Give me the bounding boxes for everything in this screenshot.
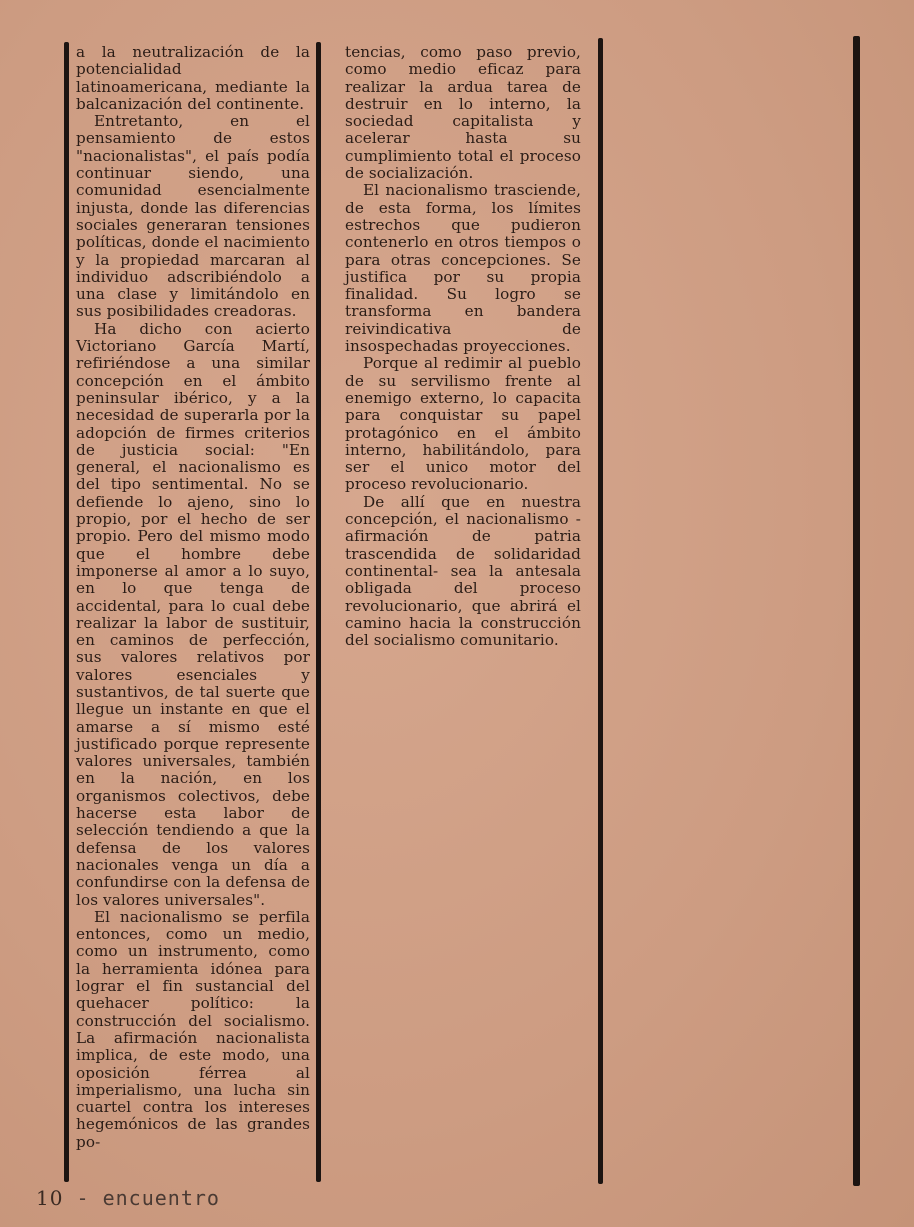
right-text-column: [345, 44, 581, 649]
paragraph: Porque al redimir al pueblo de su servilismo frente al enemigo externo, lo capacita para conquistar su papel protagónico en el ámbito interno, habilitándolo, para ser el unico motor del proceso revolucionario.: [345, 354, 581, 494]
paragraph: El nacionalismo se perfila entonces, como un medio, como un instrumento, como la herramienta idónea para lograr el fin sustancial del quehacer político: la construcción del socialismo. La afirmación nacionalista implica, de este modo, una oposición férrea al imperialismo, una lucha sin cuartel contra los intereses hegemónicos de las grandes po-: [76, 907, 310, 1151]
footer-separator: -: [63, 1186, 103, 1210]
paragraph: a la neutralización de la potencialidad latinoamericana, mediante la balcanización del continente.: [76, 43, 310, 113]
page-number: 10: [36, 1186, 64, 1210]
page-footer: [36, 1186, 220, 1210]
paragraph: El nacionalismo trasciende, de esta forma, los límites estrechos que pudieron contenerlo en otros tiempos o para otras concepciones. Se justifica por su propia finalidad. Su logro se transforma en bandera reivindicativa de insospechadas proyecciones.: [345, 181, 581, 356]
column-end-rule: [598, 38, 603, 1184]
paragraph: De allí que en nuestra concepción, el nacionalismo -afirmación de patria trascendida de solidaridad continental- sea la antesala obligada del proceso revolucionario, que abrirá el camino hacia la construcción del socialismo comunitario.: [345, 492, 581, 650]
paragraph: tencias, como paso previo, como medio eficaz para realizar la ardua tarea de destruir en lo interno, la sociedad capitalista y acelerar hasta su cumplimiento total el proceso de socialización.: [345, 43, 581, 183]
paragraph: Ha dicho con acierto Victoriano García Martí, refiriéndose a una similar concepción en el ámbito peninsular ibérico, y a la necesidad de superarla por la adopción de firmes criterios de justicia social: "En general, el nacionalismo es del tipo sentimental. No se defiende lo ajeno, sino lo propio, por el hecho de ser propio. Pero del mismo modo que el hombre debe imponerse al amor a lo suyo, en lo que tenga de accidental, para lo cual debe realizar la labor de sustituir, en caminos de perfección, sus valores relativos por valores esenciales y sustantivos, de tal suerte que llegue un instante en que el amarse a sí mismo esté justificado porque represente valores universales, también en la nación, en los organismos colectivos, debe hacerse esta labor de selección tendiendo a que la defensa de los valores nacionales venga un día a confundirse con la defensa de los valores universales".: [76, 319, 310, 909]
paragraph: Entretanto, en el pensamiento de estos "nacionalistas", el país podía continuar siendo, una comunidad esencialmente injusta, donde las diferencias sociales generaran tensiones políticas, donde el nacimiento y la propiedad marcaran al individuo adscribiéndolo a una clase y limitándolo en sus posibilidades creadoras.: [76, 112, 310, 321]
left-margin-rule: [64, 42, 69, 1182]
column-divider-rule: [316, 42, 321, 1182]
publication-name: encuentro: [102, 1186, 220, 1210]
right-margin-rule: [853, 36, 860, 1186]
left-text-column: [76, 44, 310, 1151]
